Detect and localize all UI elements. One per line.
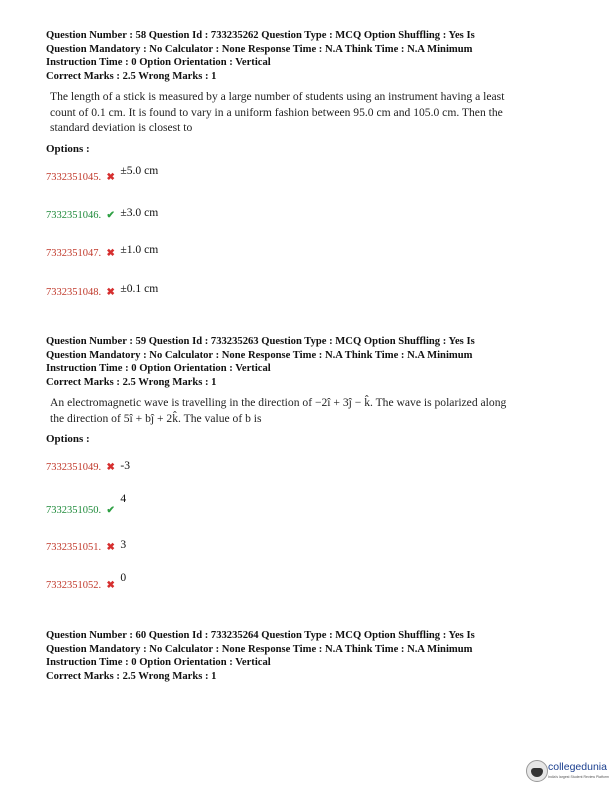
option[interactable] xyxy=(46,571,127,591)
option[interactable] xyxy=(46,540,126,553)
options-list-59 xyxy=(46,452,566,602)
cross-icon: ✖ xyxy=(106,542,115,553)
option-id: 7332351046. xyxy=(46,210,102,221)
question-text: The length of a stick is measured by a large number of students using an instrument having a least count of 0.1 cm. It is found to vary in a uniform fashion between 95.0 cm and 105.0 cm. Then the standard deviation is closest to xyxy=(50,90,505,135)
question-text: An electromagnetic wave is travelling in the direction of −2î + 3ĵ − k̂. The wave is polarized along the direction of 5î + bĵ + 2k̂. The value of b is xyxy=(50,396,507,425)
question-meta xyxy=(46,629,566,683)
cross-icon: ✖ xyxy=(106,580,115,591)
mascot-icon xyxy=(526,760,548,782)
question-59 xyxy=(46,335,566,445)
option[interactable] xyxy=(46,164,159,183)
option-id: 7332351048. xyxy=(46,287,102,298)
check-icon: ✔ xyxy=(106,210,115,221)
option-value: ±3.0 cm xyxy=(120,206,159,219)
meta-line: Correct Marks : 2.5 Wrong Marks : 1 xyxy=(46,670,217,682)
meta-line: Question Number : 60 Question Id : 733235264 Question Type : MCQ Option Shuffling : Yes Is xyxy=(46,630,475,641)
meta-line: Instruction Time : 0 Option Orientation : Vertical xyxy=(46,363,271,375)
meta-line: Question Mandatory : No Calculator : None Response Time : N.A Think Time : N.A Minimum xyxy=(46,643,473,655)
option-value: ±0.1 cm xyxy=(120,282,159,295)
option[interactable] xyxy=(46,243,159,259)
cross-icon: ✖ xyxy=(106,172,115,183)
option[interactable] xyxy=(46,492,127,516)
option-id: 7332351050. xyxy=(46,505,102,516)
option-id: 7332351052. xyxy=(46,580,102,591)
options-label: Options : xyxy=(46,142,90,155)
option[interactable] xyxy=(46,208,158,221)
meta-line: Instruction Time : 0 Option Orientation : Vertical xyxy=(46,657,271,669)
meta-line: Question Mandatory : No Calculator : None Response Time : N.A Think Time : N.A Minimum xyxy=(46,43,473,55)
meta-line: Correct Marks : 2.5 Wrong Marks : 1 xyxy=(46,70,217,82)
collegedunia-logo xyxy=(526,758,612,788)
option-value: 3 xyxy=(120,538,127,551)
option-id: 7332351049. xyxy=(46,462,102,473)
option[interactable] xyxy=(46,282,159,298)
question-58 xyxy=(46,29,566,155)
option-value: 0 xyxy=(120,571,127,584)
meta-line: Correct Marks : 2.5 Wrong Marks : 1 xyxy=(46,376,217,388)
option-value: 4 xyxy=(120,492,127,505)
options-list-58 xyxy=(46,160,566,310)
option-id: 7332351051. xyxy=(46,542,102,553)
cross-icon: ✖ xyxy=(106,248,115,259)
option-value: ±5.0 cm xyxy=(120,164,159,177)
meta-line: Question Number : 59 Question Id : 733235263 Question Type : MCQ Option Shuffling : Yes Is xyxy=(46,336,475,347)
options-label: Options : xyxy=(46,433,90,446)
question-60 xyxy=(46,629,566,683)
meta-line: Question Mandatory : No Calculator : None Response Time : N.A Think Time : N.A Minimum xyxy=(46,349,473,361)
question-meta xyxy=(46,29,566,83)
meta-line: Instruction Time : 0 Option Orientation : Vertical xyxy=(46,57,271,69)
option-id: 7332351047. xyxy=(46,248,102,259)
cross-icon: ✖ xyxy=(106,287,115,298)
meta-line: Question Number : 58 Question Id : 733235262 Question Type : MCQ Option Shuffling : Yes Is xyxy=(46,30,475,41)
option[interactable] xyxy=(46,460,130,473)
option-value: -3 xyxy=(120,459,131,472)
option-id: 7332351045. xyxy=(46,172,102,183)
logo-name: collegedunia xyxy=(548,761,607,773)
question-meta xyxy=(46,335,566,389)
cross-icon: ✖ xyxy=(106,462,115,473)
check-icon: ✔ xyxy=(106,505,115,516)
logo-tagline: India's largest Student Review Platform xyxy=(548,775,609,779)
option-value: ±1.0 cm xyxy=(120,243,159,256)
